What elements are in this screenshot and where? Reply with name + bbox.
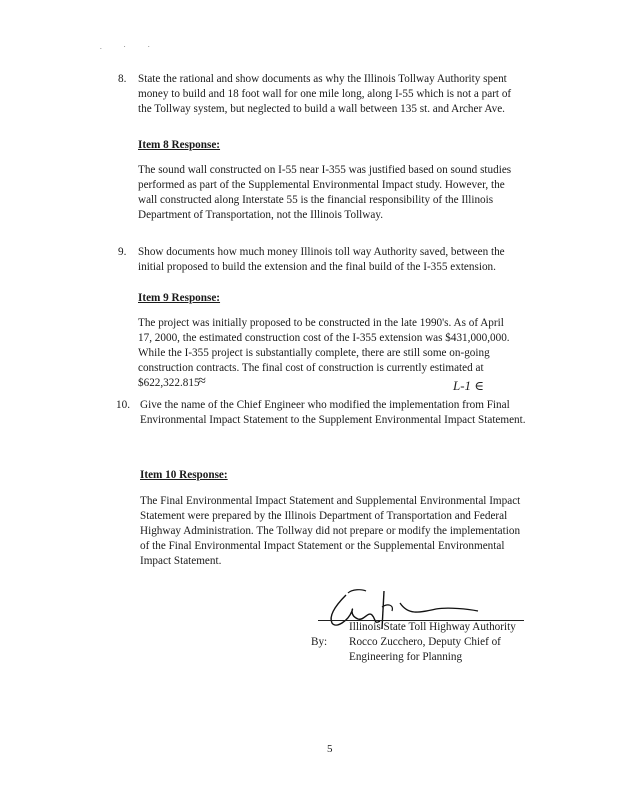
signer-title-line: Engineering for Planning bbox=[349, 651, 463, 663]
item-9-number: 9. bbox=[118, 246, 127, 258]
item-8-response-line: wall constructed along Interstate 55 is the financial responsibility of the Illinois bbox=[138, 194, 494, 206]
signature-organization: Illinois State Toll Highway Authority bbox=[349, 621, 516, 633]
item-10-response-line: Statement were prepared by the Illinois Department of Transportation and Federal bbox=[140, 510, 508, 522]
item-8-question-line: money to build and 18 foot wall for one mile long, along I-55 which is not a part of bbox=[138, 88, 512, 100]
handwritten-mark-right: L-1 ∈ bbox=[453, 378, 484, 393]
item-9-question-line: initial proposed to build the extension and the final build of the I-355 extension. bbox=[138, 261, 496, 273]
item-8-response-heading: Item 8 Response: bbox=[138, 139, 221, 151]
item-8-number: 8. bbox=[118, 73, 127, 85]
item-9-response-line: While the I-355 project is substantially complete, there are still some on-going bbox=[138, 347, 490, 359]
item-8-response-line: performed as part of the Supplemental Environmental Impact study. However, the bbox=[138, 179, 505, 191]
item-8-question-line: State the rational and show documents as why the Illinois Tollway Authority spent bbox=[138, 73, 507, 85]
scan-specks: . · · bbox=[100, 43, 160, 51]
item-10-response-line: The Final Environmental Impact Statement and Supplemental Environmental Impact bbox=[140, 495, 521, 507]
item-9-response-line: The project was initially proposed to be constructed in the late 1990's. As of April bbox=[138, 317, 504, 329]
item-10-response-line: Impact Statement. bbox=[140, 555, 222, 567]
item-10-question-line: Environmental Impact Statement to the Supplement Environmental Impact Statement. bbox=[140, 414, 526, 426]
item-9-response-line: 17, 2000, the estimated construction cost of the I-355 extension was $431,000,000. bbox=[138, 332, 510, 344]
item-8-response-line: The sound wall constructed on I-55 near I-355 was justified based on sound studies bbox=[138, 164, 512, 176]
item-10-response-heading: Item 10 Response: bbox=[140, 469, 228, 481]
item-10-response-line: Highway Administration. The Tollway did not prepare or modify the implementation bbox=[140, 525, 521, 537]
item-8-question-line: the Tollway system, but neglected to build a wall between 135 st. and Archer Ave. bbox=[138, 103, 505, 115]
signature-by-label: By: bbox=[311, 636, 328, 648]
item-8-response-line: Department of Transportation, not the Illinois Tollway. bbox=[138, 209, 384, 221]
item-9-question-line: Show documents how much money Illinois toll way Authority saved, between the bbox=[138, 246, 505, 258]
item-10-number: 10. bbox=[116, 399, 130, 411]
handwritten-mark-left: ≈ bbox=[198, 374, 206, 389]
item-9-response-line: construction contracts. The final cost of construction is currently estimated at bbox=[138, 362, 484, 374]
item-10-question-line: Give the name of the Chief Engineer who modified the implementation from Final bbox=[140, 399, 510, 411]
signer-name-line: Rocco Zucchero, Deputy Chief of bbox=[349, 636, 501, 648]
item-10-response-line: of the Final Environmental Impact Statement or the Supplemental Environmental bbox=[140, 540, 505, 552]
item-9-response-heading: Item 9 Response: bbox=[138, 292, 221, 304]
page-number: 5 bbox=[327, 743, 333, 755]
item-9-response-line: $622,322.815 bbox=[138, 377, 200, 389]
